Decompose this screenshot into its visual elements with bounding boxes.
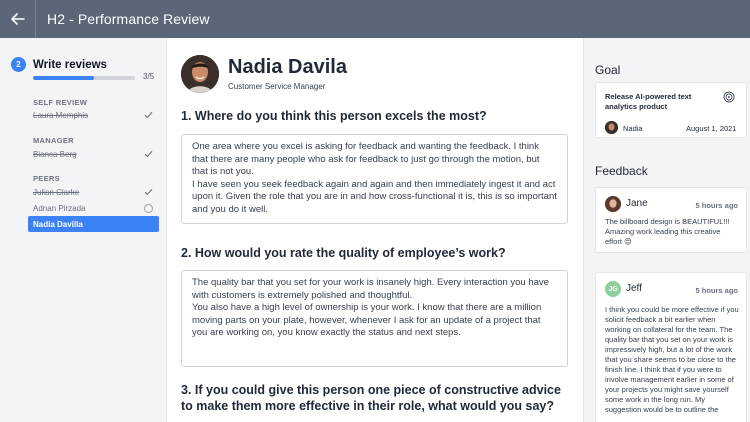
progress-count: 3/5 <box>143 72 155 81</box>
reviewee-bianca-berg[interactable] <box>28 146 159 162</box>
feedback-card[interactable] <box>595 272 747 422</box>
reviewee-julian-clarke[interactable] <box>28 184 159 200</box>
avatar <box>181 55 219 93</box>
check-icon <box>144 111 153 119</box>
group-label-manager: MANAGER <box>33 136 74 145</box>
reviewee-role: Customer Service Manager <box>228 82 326 91</box>
person-photo-icon <box>605 196 621 212</box>
step-number-badge: 2 <box>11 57 26 72</box>
back-button[interactable] <box>0 0 36 38</box>
review-form <box>167 38 583 422</box>
arrow-left-icon <box>11 13 25 25</box>
reviewee-adnan-pirzada[interactable] <box>28 200 159 216</box>
feedback-author-avatar <box>605 196 621 212</box>
goal-card[interactable] <box>595 82 747 138</box>
top-bar <box>0 0 750 38</box>
reviewee-name: Laura Memphis <box>33 110 89 120</box>
feedback-author-initials: JG <box>605 281 621 297</box>
reviewee-name: Nadia Davilla <box>33 219 83 229</box>
target-icon <box>723 91 735 103</box>
question-2-label: 2. How would you rate the quality of employee’s work? <box>181 246 506 260</box>
group-label-self-review: SELF REVIEW <box>33 98 88 107</box>
question-2-answer-field[interactable]: The quality bar that you set for your work is insanely high. Every interaction you have with customers is extremely polished and thoughtful. You also have a high level of ownership is your work. I know that there are a million moving parts on your plate, however, whenever I ask for an update of a project that you are working on, you know exactly the status and next steps. <box>181 270 568 367</box>
goal-title: Release AI-powered text analytics product <box>605 92 692 111</box>
feedback-author-name: Jane <box>626 198 648 209</box>
pending-circle-icon <box>144 204 153 213</box>
reviewee-laura-memphis[interactable] <box>28 107 159 123</box>
step-header <box>11 57 107 72</box>
check-icon <box>144 150 153 158</box>
feedback-text: I think you could be more effective if you solicit feedback a bit earlier when working on collateral for the team. The quality bar that you set on your work is impressively high, but a lot of the work that you share seems to be close to the finish line. I think that if you were to involve management earlier in some of your projects you might save yourself some work in the long run. My suggestion would be to outline the <box>605 305 739 414</box>
person-photo-icon <box>181 55 219 93</box>
goal-due-date: August 1, 2021 <box>686 124 737 133</box>
reviewee-name: Julian Clarke <box>33 187 80 197</box>
reviewee-name: Adnan Pirzada <box>33 203 86 213</box>
question-1-answer-field[interactable]: One area where you excel is asking for feedback and wanting the feedback. I think that there are many people who ask for feedback to just go through the motion, but that is not you. I have seen you seek feedback again and again and then immediately ingest it and act upon it. Given the role that you are in and how cross-functional it is, this is so important and you do it well. <box>181 134 568 224</box>
feedback-card[interactable] <box>595 187 747 253</box>
progress-bar <box>33 76 135 80</box>
context-panel <box>583 38 750 422</box>
reviewee-nadia-davilla[interactable] <box>28 216 159 232</box>
person-photo-icon <box>605 121 618 134</box>
feedback-author-name: Jeff <box>626 283 642 294</box>
check-icon <box>144 188 153 196</box>
feedback-section-title: Feedback <box>595 164 648 178</box>
review-sidebar <box>0 38 167 422</box>
feedback-text: The billboard design is BEAUTIFUL!!! Amazing work leading this creative effort 😍 <box>605 217 730 246</box>
step-title: Write reviews <box>33 58 107 71</box>
reviewee-full-name: Nadia Davila <box>228 56 347 78</box>
goal-section-title: Goal <box>595 63 621 77</box>
reviewee-name: Bianca Berg <box>33 149 77 159</box>
progress-bar-fill <box>33 76 94 80</box>
goal-owner-name: Nadia <box>623 124 643 133</box>
feedback-timestamp: 5 hours ago <box>695 286 738 295</box>
group-label-peers: PEERS <box>33 174 60 183</box>
question-1-label: 1. Where do you think this person excels the most? <box>181 109 487 123</box>
page-title: H2 - Performance Review <box>47 11 210 27</box>
goal-owner-avatar <box>605 121 618 134</box>
feedback-timestamp: 5 hours ago <box>695 201 738 210</box>
question-3-label: 3. If you could give this person one piece of constructive advice to make them more effective in their role, what would you say? <box>181 383 561 413</box>
